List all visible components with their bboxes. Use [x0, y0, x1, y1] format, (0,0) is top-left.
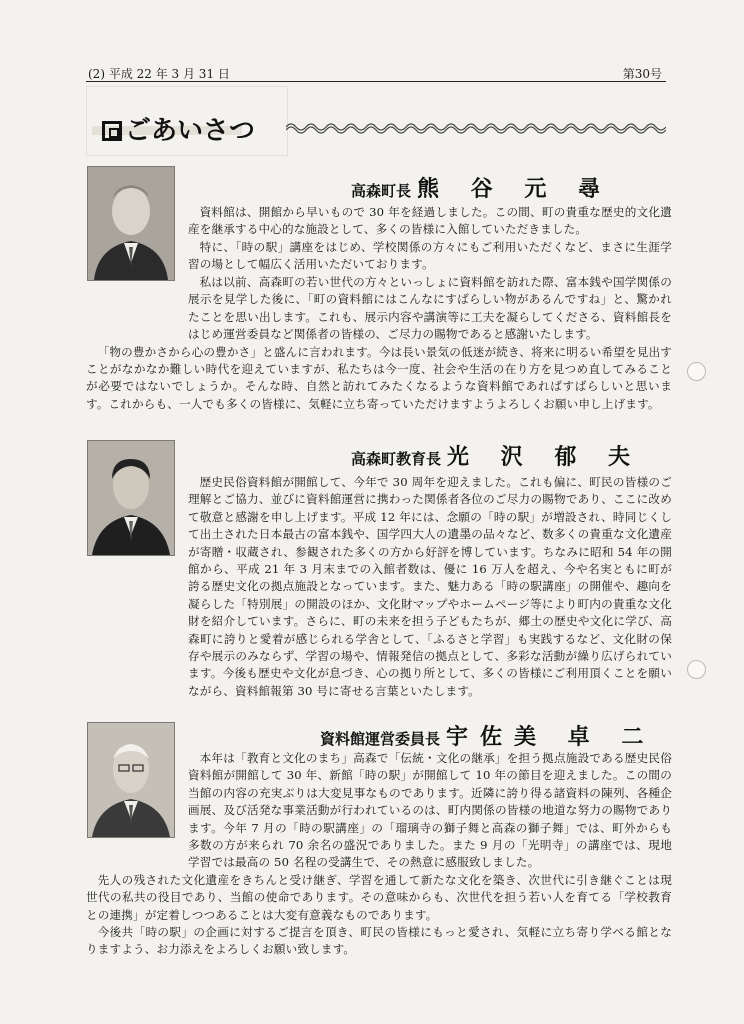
greeting1-paragraph-4: 「物の豊かさから心の豊かさ」と盛んに言われます。今は長い景気の低迷が続き、将来に明るい希望を見出すことがなかなか難しい時代を迎えていますが、私たちは今一度、社会や生活の在り方を見つめ直してみることが必要ではないでしょうか。そんな時、自然と訪れてみたくなるような資料館であればすばらしいと思います。これからも、一人でも多くの皆様に、気軽に立ち寄っていただけますようよろしくお願い申し上げます。	[86, 344, 672, 411]
punch-hole-top	[687, 362, 706, 381]
portrait-mayor-image	[88, 167, 174, 280]
greeting2-body	[86, 474, 672, 700]
section-title-text: ごあいさつ	[125, 116, 256, 146]
greeting3-paragraph-2: 先人の残された文化遺産をきちんと受け継ぎ、学習を通して新たな文化を築き、次世代に引き継ぐことは現世代の私共の役目であり、当館の使命であります。その意味からも、次世代を担う若い人を育てる「学校教育との連携」が定着しつつあることは大変有意義なものであります。	[86, 872, 672, 922]
greeting3-body	[86, 750, 672, 959]
greeting3-paragraph-3: 今後共「時の駅」の企画に対するご提言を頂き、町民の皆様にもっと愛され、気軽に立ち寄り学べる館となりますよう、お力添えをよろしくお願い致します。	[86, 925, 672, 957]
punch-hole-bottom	[687, 660, 706, 679]
greeting1-paragraph-1: 資料館は、開館から早いもので 30 年を経過しました。この間、町の貴重な歴史的文化遺産を継承する中心的な施設として、多くの皆様に入館していただきました。	[188, 205, 672, 237]
greeting3-person: 宇佐美 卓 二	[446, 725, 656, 750]
greeting1-paragraph-3: 私は以前、高森町の若い世代の方々といっしょに資料館を訪れた際、富本銭や国学関係の展示を見学した後に、「町の資料館にはこんなにすばらしい物があるんですね」と、驚かれたことを思い出します。これも、展示内容や講演等に工夫を凝らしてくださる、資料館長をはじめ運営委員など関係者の皆様の、ご尽力の賜物であると感謝いたします。	[188, 275, 672, 342]
section-title	[102, 110, 255, 144]
greeting2-person: 光 沢 郁 夫	[447, 445, 642, 470]
issue-date: 平成 22 年 3 月 31 日	[108, 67, 230, 81]
greeting1-role: 高森町長	[351, 182, 412, 200]
portrait-mayor	[87, 166, 175, 281]
greeting1-paragraph-2: 特に、「時の駅」講座をはじめ、学校関係の方々にもご利用いただくなど、まさに生涯学習の場として幅広く活用いただいております。	[188, 239, 672, 272]
decorative-wave-line	[286, 120, 666, 134]
greeting2-paragraph-1: 歴史民俗資料館が開館して、今年で 30 周年を迎えました。これも偏に、町民の皆様のご理解とご協力、並びに資料館運営に携わった関係者各位のご尽力の賜物であり、ここに改めて敬意と感謝を申し上げます。平成 12 年には、念願の「時の駅」が増設され、時同じくして出土された日本最古の富本銭や、国学四大人の遺墨の品々など、数多くの貴重な文化遺産が寄贈・収蔵され、参観された多くの方から好評を博しています。ちなみに昭和 54 年の開館から、平成 21 年 3 月末までの入館者数は、優に 16 万人を超え、今や名実ともに町が誇る歴史文化の拠点施設となっています。また、魅力ある「時の駅講座」の開催や、趣向を凝らした「特別展」の開設のほか、文化財マップやホームページ等により町内の貴重な文化財を紹介しています。さらに、町の未来を担う子どもたちが、郷土の歴史や文化に学び、高森町に誇りと愛着が感じられる学舎として、「ふるさと学習」も実践するなど、文化財の保存や展示のみならず、学習の場や、情報発信の拠点として、多彩な活動が繰り広げられています。今後も歴史や文化が息づき、心の拠り所として、多くの皆様にご利用頂くことを願いながら、資料館報第 30 号に寄せる言葉といたします。	[188, 475, 672, 698]
header-left	[88, 65, 230, 82]
greeting1-person: 熊 谷 元 尋	[417, 177, 612, 202]
greeting1-name	[351, 172, 612, 203]
square-bullet-icon	[102, 121, 122, 141]
greeting3-paragraph-1: 本年は「教育と文化のまち」高森で「伝統・文化の継承」を担う拠点施設である歴史民俗資料館が開館して 30 年、新館「時の駅」が開館して 10 年の節目を迎えました。この間の当館の内容の充実ぶりは大変見事なものであります。近隣に誇り得る諸資料の陳列、各種企画展、及び活発な事業活動が行われているのは、町内関係の皆様の地道な努力の賜物であります。今年 7 月の「時の駅講座」の「瑠璃寺の獅子舞と高森の獅子舞」では、町外からも多数の方が来られ 70 余名の盛況でありました。また 9 月の「光明寺」の講座では、現地学習では最高の 50 名程の受講生で、その熱意に感服致しました。	[188, 751, 672, 870]
page-header	[86, 64, 666, 82]
greeting3-name	[320, 720, 655, 751]
greeting3-role: 資料館運営委員長	[320, 730, 441, 748]
greeting2-role: 高森町教育長	[351, 450, 442, 468]
issue-number: 第30号	[622, 67, 662, 81]
greeting2-name	[351, 440, 642, 471]
page-number: (2)	[88, 67, 105, 81]
greeting1-body-wide	[86, 274, 672, 413]
greeting1-body	[188, 204, 672, 274]
